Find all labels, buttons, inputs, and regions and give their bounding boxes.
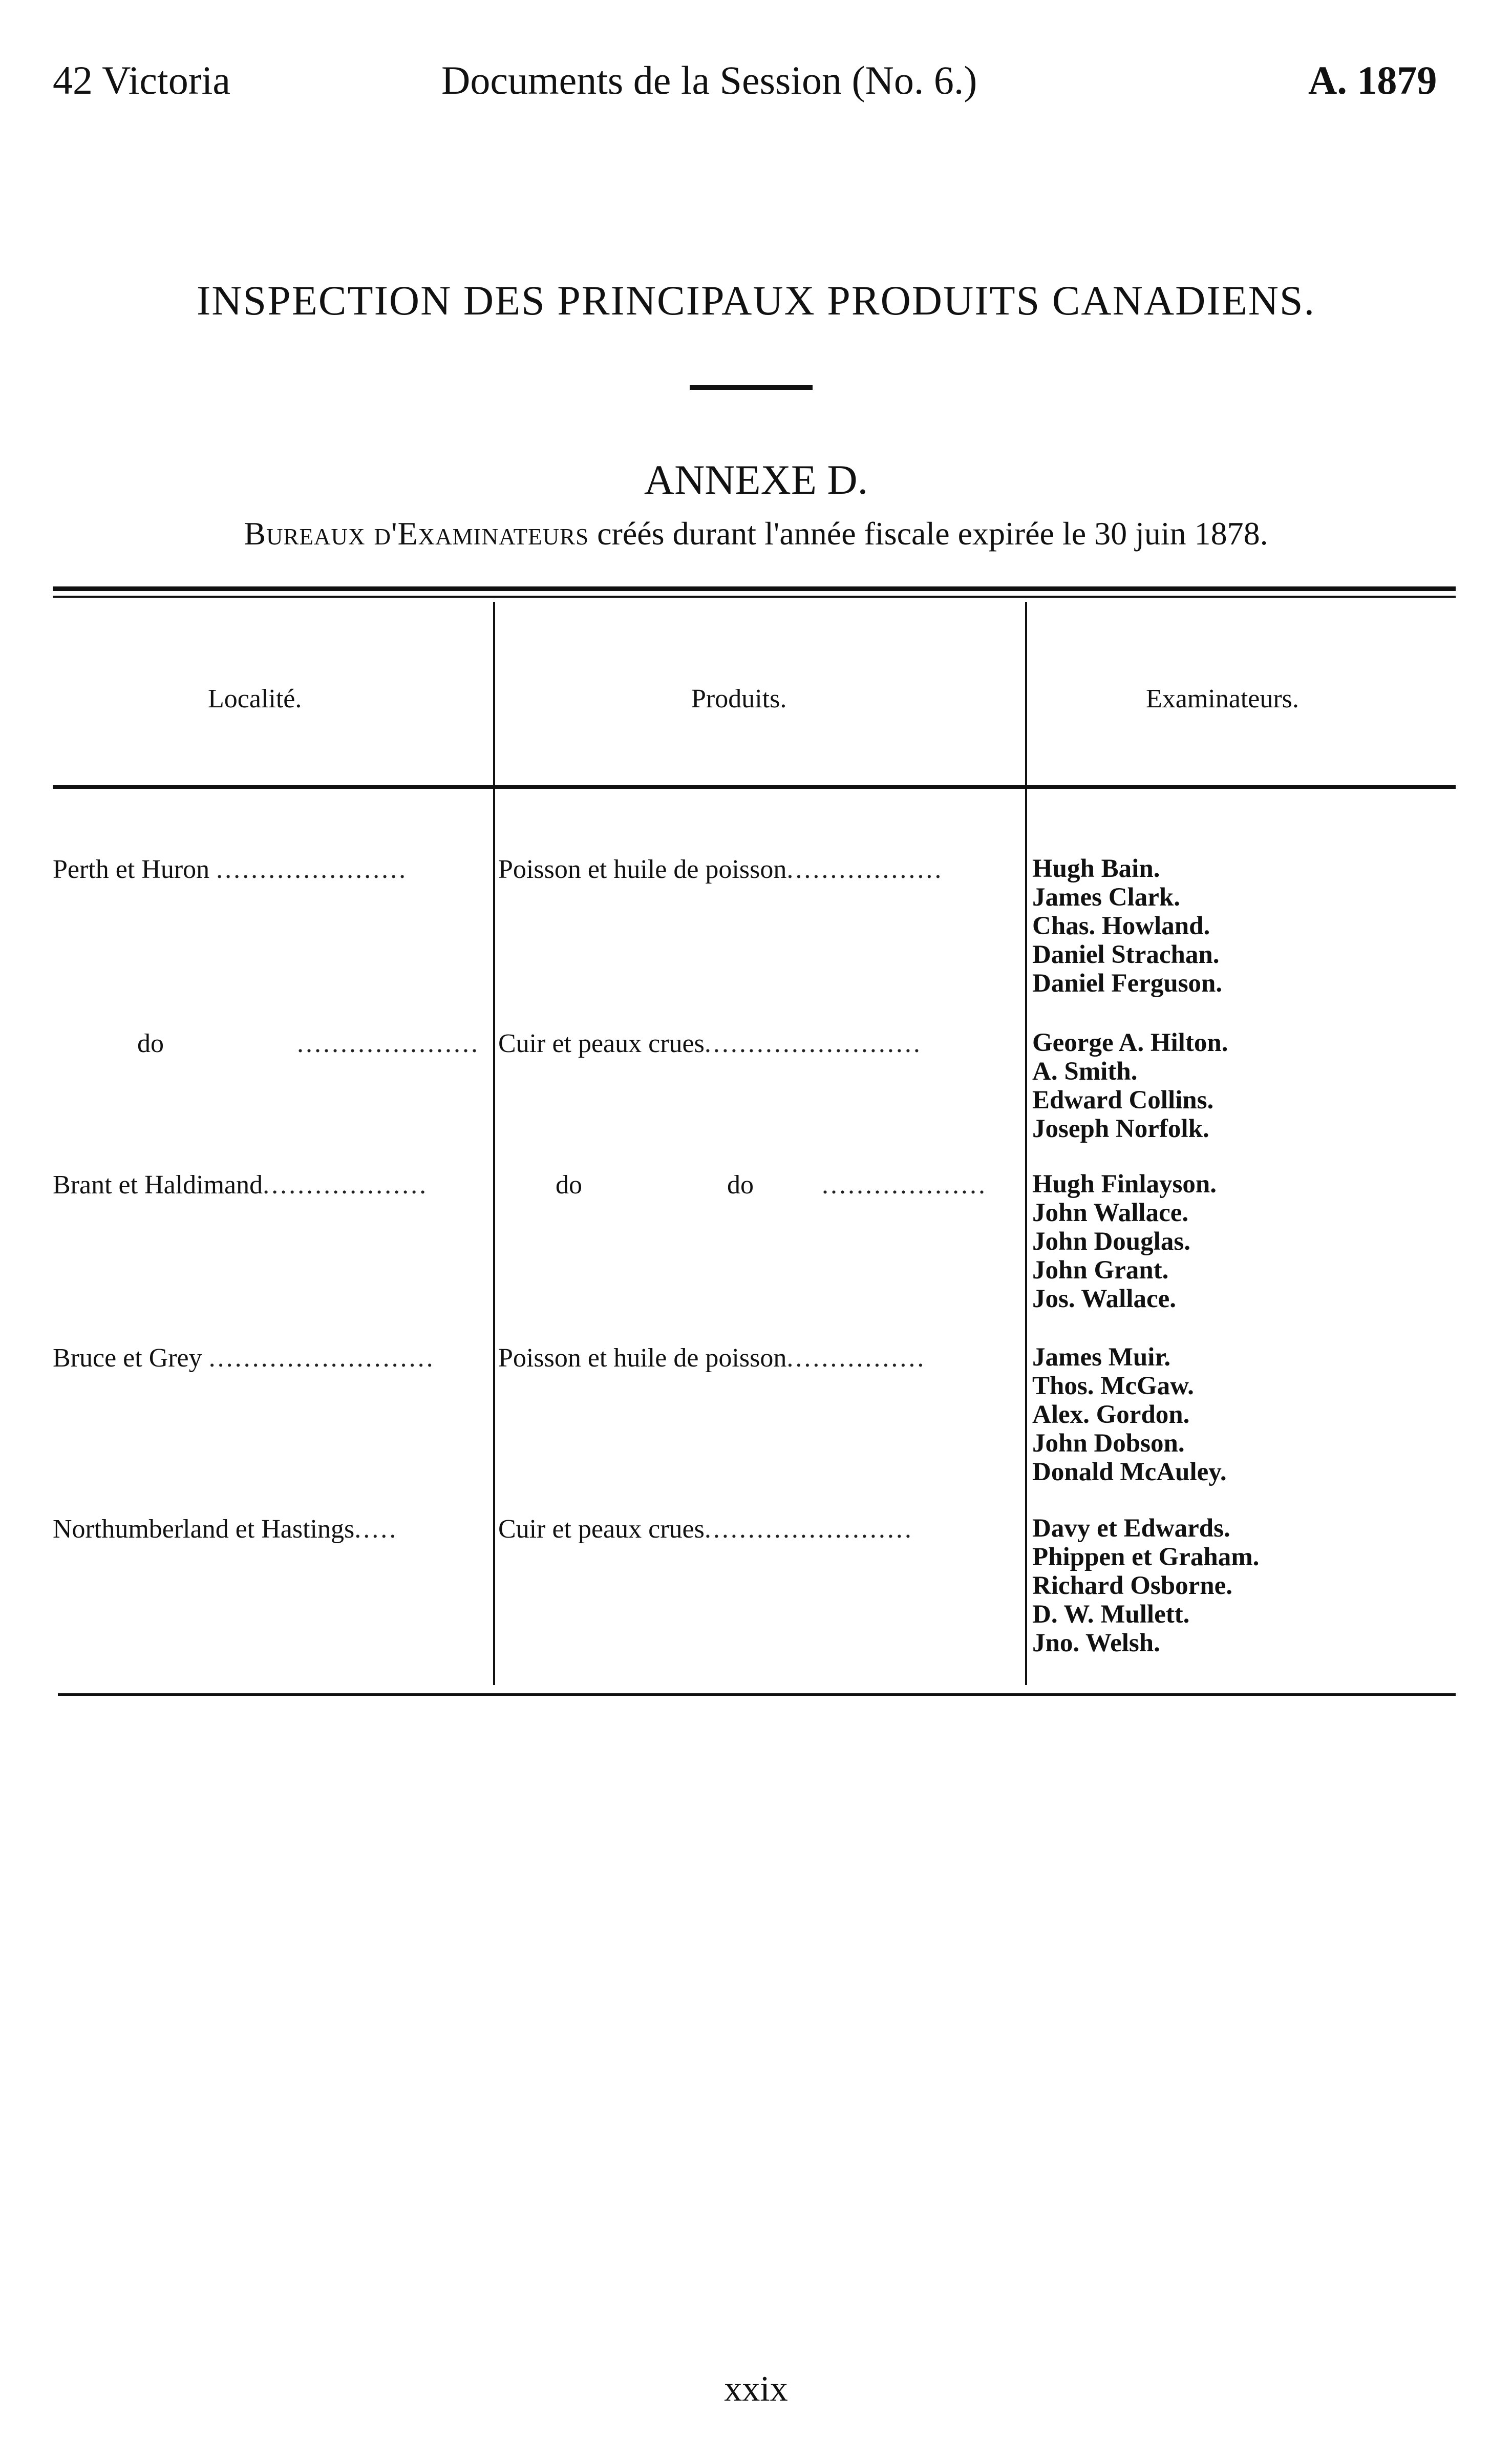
row-5-examinateurs [1032, 1514, 1259, 1657]
row-1-produits [498, 856, 943, 883]
examiner-name: Edward Collins. [1032, 1086, 1214, 1115]
leader-dots: ........................ [704, 1515, 913, 1544]
examiner-name: Donald McAuley. [1032, 1458, 1227, 1486]
examiner-name: James Muir. [1032, 1343, 1171, 1372]
row-2-examinateurs [1032, 1028, 1228, 1143]
title-divider [690, 385, 813, 390]
leader-dots: ..... [354, 1515, 398, 1544]
column-header-localite: Localité. [208, 684, 302, 713]
examiner-name: Hugh Bain. [1032, 854, 1160, 883]
page-number: xxix [724, 2369, 788, 2409]
row-3-localite [53, 1172, 428, 1199]
leader-dots: .......................... [208, 1343, 435, 1373]
examiner-name: Thos. McGaw. [1032, 1372, 1194, 1400]
examiner-name: Jno. Welsh. [1032, 1629, 1160, 1657]
row-2-localite [137, 1031, 164, 1057]
document-title: INSPECTION DES PRINCIPAUX PRODUITS CANADIENS. [196, 277, 1316, 324]
row-5-localite [53, 1516, 398, 1543]
localite-text: do [137, 1029, 164, 1058]
row-4-localite [53, 1345, 435, 1372]
examiner-name: John Wallace. [1032, 1199, 1189, 1227]
row-3-examinateurs [1032, 1170, 1217, 1313]
row-2-produits [498, 1031, 922, 1057]
examiner-name: Alex. Gordon. [1032, 1400, 1190, 1429]
row-2-localite-leader [297, 1031, 480, 1057]
running-header-left: 42 Victoria [53, 58, 230, 102]
examiner-name: Hugh Finlayson. [1032, 1170, 1217, 1199]
examiner-name: Richard Osborne. [1032, 1571, 1233, 1600]
table-top-rule-thin [53, 596, 1456, 598]
examiner-name: Daniel Strachan. [1032, 940, 1220, 969]
row-5-produits [498, 1516, 913, 1543]
subtitle-rest: créés durant l'année fiscale expirée le 30 juin 1878. [597, 515, 1268, 552]
running-header-right: A. 1879 [1308, 58, 1437, 102]
table-bottom-rule [58, 1693, 1456, 1696]
localite-text: Northumberland et Hastings [53, 1515, 355, 1544]
localite-text: Bruce et Grey [53, 1343, 202, 1373]
leader-dots: .................. [786, 855, 944, 884]
leader-dots: ................... [822, 1170, 987, 1200]
examiner-name: Jos. Wallace. [1032, 1285, 1176, 1313]
leader-dots: ..................... [297, 1029, 480, 1058]
table-header-rule [53, 785, 1456, 789]
localite-text: Brant et Haldimand [53, 1170, 263, 1200]
examiner-name: John Grant. [1032, 1256, 1169, 1285]
row-1-localite [53, 856, 408, 883]
produits-text: Poisson et huile de poisson [498, 855, 787, 884]
examiner-name: D. W. Mullett. [1032, 1600, 1190, 1629]
produits-text: do [727, 1170, 754, 1200]
leader-dots: ................... [263, 1170, 429, 1200]
examiner-name: Davy et Edwards. [1032, 1514, 1230, 1543]
column-header-produits: Produits. [691, 684, 787, 713]
column-header-examinateurs: Examinateurs. [1146, 684, 1299, 713]
row-4-produits [498, 1345, 926, 1372]
examiner-name: A. Smith. [1032, 1057, 1138, 1086]
leader-dots: ...................... [216, 855, 408, 884]
examiner-name: James Clark. [1032, 883, 1180, 912]
examiner-name: Joseph Norfolk. [1032, 1115, 1209, 1143]
row-3-produits-leader [822, 1172, 987, 1199]
examiner-name: George A. Hilton. [1032, 1028, 1228, 1057]
row-1-examinateurs [1032, 854, 1222, 998]
examiner-name: Daniel Ferguson. [1032, 969, 1223, 998]
leader-dots: ................ [786, 1343, 926, 1373]
annex-subtitle [0, 515, 1512, 553]
row-3-produits: do [556, 1170, 582, 1200]
running-header-center: Documents de la Session (No. 6.) [441, 58, 977, 102]
produits-text: Cuir et peaux crues [498, 1029, 705, 1058]
subtitle-small-caps: Bureaux d'Examinateurs [244, 515, 589, 552]
leader-dots: ......................... [704, 1029, 922, 1058]
examiner-name: John Dobson. [1032, 1429, 1185, 1458]
localite-text: Perth et Huron [53, 855, 210, 884]
row-3-produits-2 [727, 1172, 754, 1199]
produits-text: Poisson et huile de poisson [498, 1343, 787, 1373]
column-divider-1 [493, 602, 495, 1685]
table-top-rule-thick [53, 586, 1456, 591]
examiner-name: Chas. Howland. [1032, 912, 1210, 940]
examiner-name: John Douglas. [1032, 1227, 1190, 1256]
examiner-name: Phippen et Graham. [1032, 1543, 1260, 1571]
column-divider-2 [1025, 602, 1027, 1685]
produits-text: Cuir et peaux crues [498, 1515, 705, 1544]
annex-heading: ANNEXE D. [644, 456, 868, 503]
row-4-examinateurs [1032, 1343, 1227, 1486]
